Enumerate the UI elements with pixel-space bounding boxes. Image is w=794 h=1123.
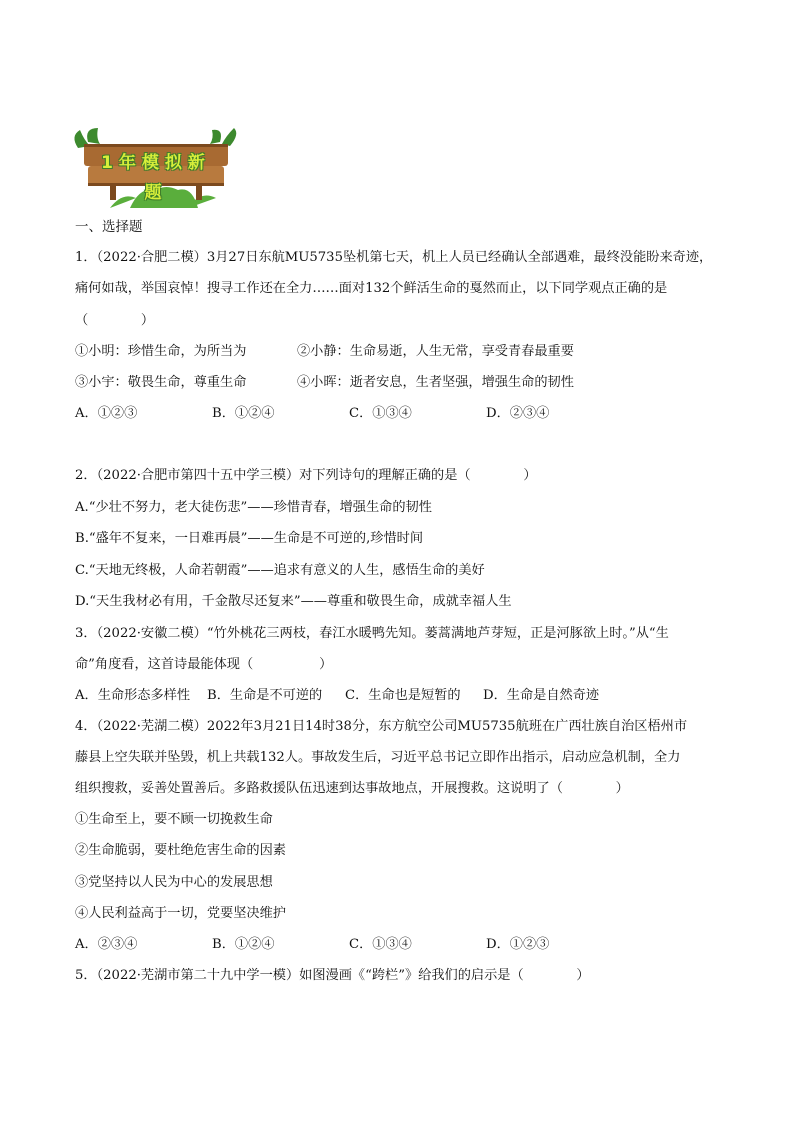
q1-stem-line-2: 痛何如哉，举国哀悼！搜寻工作还在全力……面对132个鲜活生命的戛然而止，以下同学观点正确的是: [75, 281, 668, 296]
q1-statement-3: ③小宇：敬畏生命，尊重生命: [75, 375, 247, 390]
section-logo: [70, 128, 242, 210]
q1-option-c[interactable]: C．①③④: [349, 406, 412, 421]
q4-statement-2: ②生命脆弱，要杜绝危害生命的因素: [75, 843, 286, 858]
q4-statement-1: ①生命至上，要不顾一切挽救生命: [75, 812, 273, 827]
q4-statement-4: ④人民利益高于一切，党要坚决维护: [75, 906, 286, 921]
q4-stem-line-2: 藤县上空失联并坠毁，机上共载132人。事故发生后，习近平总书记立即作出指示，启动应急机制，全力: [75, 750, 681, 765]
q4-option-c[interactable]: C．①③④: [349, 937, 412, 952]
q2-option-a[interactable]: A.“少壮不努力，老大徒伤悲”——珍惜青春，增强生命的韧性: [75, 500, 432, 515]
section-heading: 一、选择题: [75, 219, 143, 235]
logo-text: 1年模拟新题: [101, 153, 211, 203]
q3-option-b[interactable]: B．生命是不可逆的: [207, 688, 323, 703]
q3-option-c[interactable]: C．生命也是短暂的: [345, 688, 461, 703]
q4-statement-3: ③党坚持以人民为中心的发展思想: [75, 875, 273, 890]
q4-stem-line-3: 组织搜救，妥善处置善后。多路救援队伍迅速到达事故地点，开展搜救。这说明了（ ）: [75, 781, 629, 796]
q2-option-c[interactable]: C.“天地无终极，人命若朝霞”——追求有意义的人生，感悟生命的美好: [75, 563, 485, 578]
q1-statement-1: ①小明：珍惜生命，为所当为: [75, 344, 247, 359]
q2-stem: 2．（2022·合肥市第四十五中学三模）对下列诗句的理解正确的是（ ）: [75, 468, 537, 483]
q4-option-b[interactable]: B．①②④: [212, 937, 275, 952]
q3-option-d[interactable]: D．生命是自然奇迹: [483, 688, 600, 703]
q1-answer-blank: （ ）: [75, 313, 155, 328]
q1-option-b[interactable]: B．①②④: [212, 406, 275, 421]
q5-stem: 5．（2022·芜湖市第二十九中学一模）如图漫画《“跨栏”》给我们的启示是（ ）: [75, 968, 590, 983]
q1-option-a[interactable]: A．①②③: [75, 406, 138, 421]
q1-option-d[interactable]: D．②③④: [486, 406, 550, 421]
q4-option-d[interactable]: D．①②③: [486, 937, 550, 952]
q4-option-a[interactable]: A．②③④: [75, 937, 138, 952]
q2-option-d[interactable]: D.“天生我材必有用，千金散尽还复来”——尊重和敬畏生命，成就幸福人生: [75, 594, 512, 609]
q1-statement-2: ②小静：生命易逝，人生无常，享受青春最重要: [297, 344, 574, 359]
q2-option-b[interactable]: B.“盛年不复来，一日难再晨”——生命是不可逆的,珍惜时间: [75, 531, 424, 546]
q3-stem-line-1: 3．（2022·安徽二模）“竹外桃花三两枝，春江水暖鸭先知。蒌蒿满地芦芽短，正是河豚欲上时。”从“生: [75, 626, 669, 641]
q1-stem-line-1: 1．（2022·合肥二模）3月27日东航MU5735坠机第七天，机上人员已经确认全部遇难，最终没能盼来奇迹，: [75, 250, 713, 265]
q4-stem-line-1: 4．（2022·芜湖二模）2022年3月21日14时38分，东方航空公司MU5735航班在广西壮族自治区梧州市: [75, 719, 688, 734]
q3-option-a[interactable]: A．生命形态多样性: [75, 688, 191, 703]
q1-statement-4: ④小晖：逝者安息，生者坚强，增强生命的韧性: [297, 375, 574, 390]
q3-stem-line-2: 命”角度看，这首诗最能体现（ ）: [75, 657, 333, 672]
